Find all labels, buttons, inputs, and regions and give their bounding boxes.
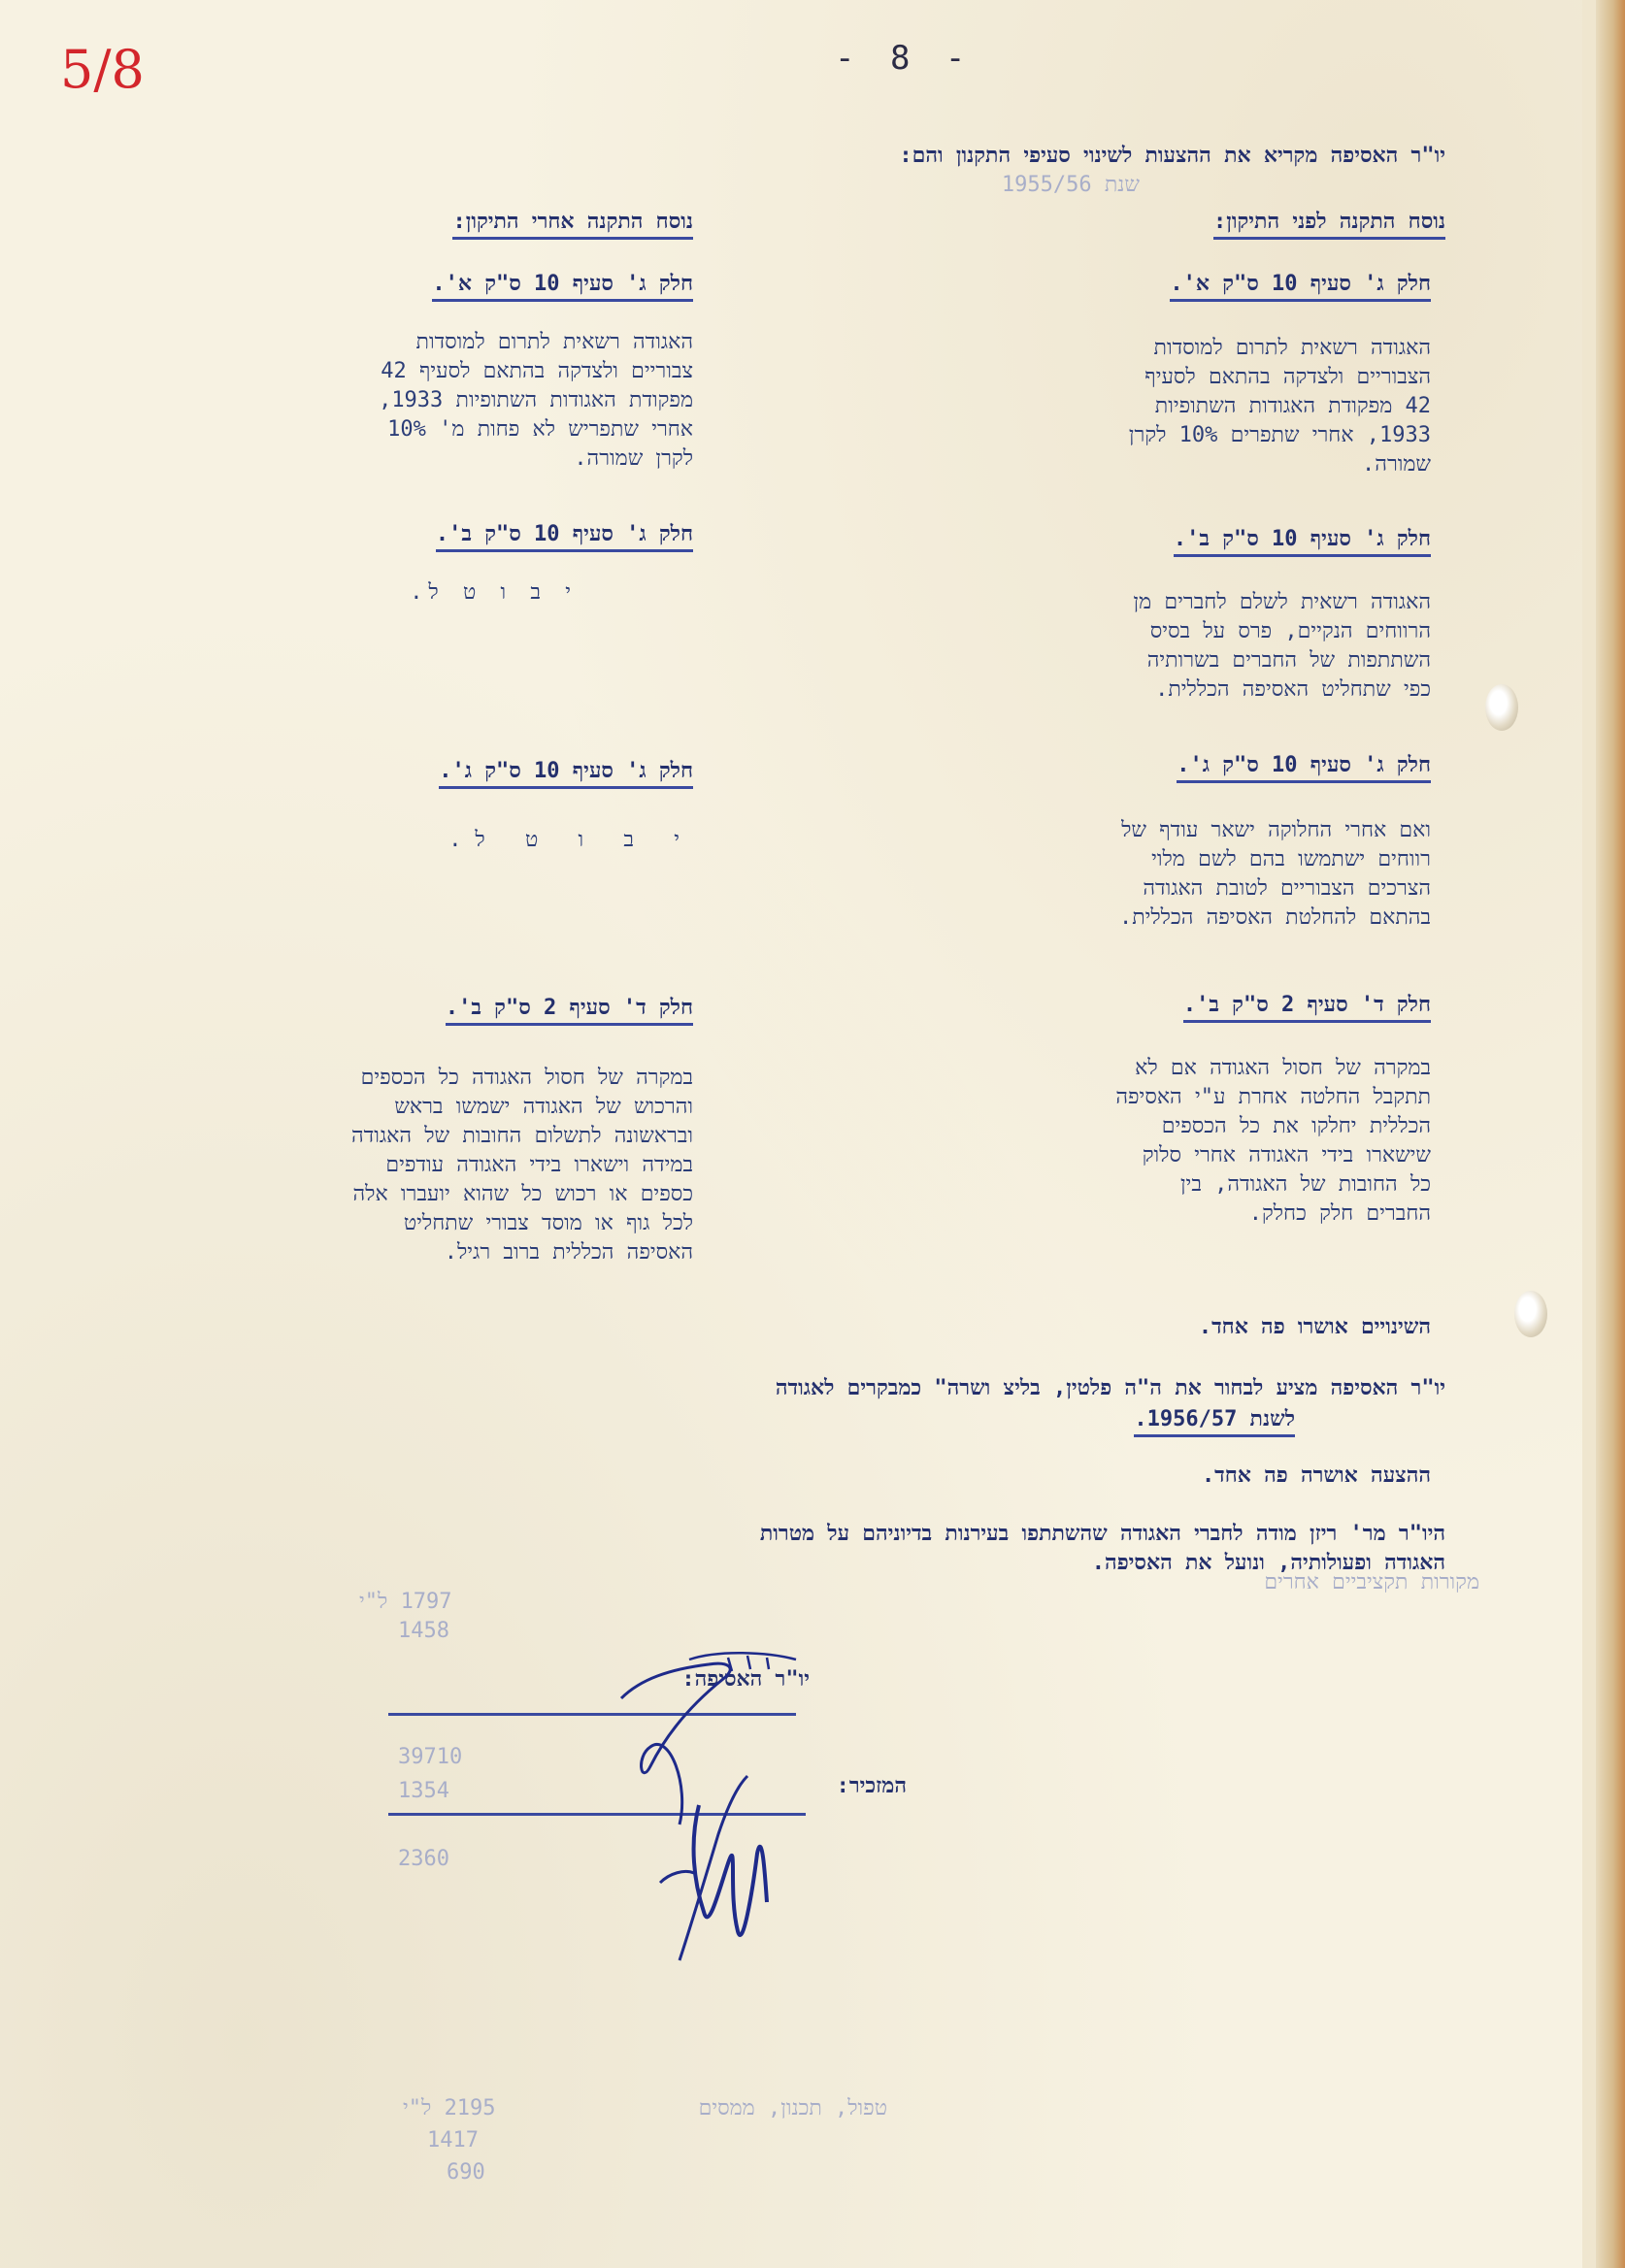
text-line: שמורה. xyxy=(1362,452,1431,477)
text-line: שישארו בידי האגודה אחרי סלוק xyxy=(1142,1143,1431,1167)
text-line: בהתאם להחלטת האסיפה הכללית. xyxy=(1118,905,1431,930)
bleed-text: 690 xyxy=(447,2160,485,2185)
text-line: החברים חלק כחלק. xyxy=(1248,1201,1431,1226)
header-before: נוסח התקנה לפני התיקון: xyxy=(1213,212,1445,240)
punch-hole xyxy=(1514,1291,1547,1337)
text-line: הצבוריים ולצדקה בהתאם לסעיף xyxy=(1144,365,1431,389)
resolution-line: יו"ר האסיפה מציע לבחור את ה"ה פלטין, בליצ ושרה" כמבקרים לאגודה xyxy=(775,1376,1445,1400)
chairman-label: יו"ר האסיפה: xyxy=(681,1667,810,1692)
text-line: במידה וישארו בידי האגודה עודפים xyxy=(385,1153,693,1177)
text-line: השתתפות של החברים בשרותיה xyxy=(1146,648,1431,673)
section-title-after: חלק ג' סעיף 10 ס"ק א'. xyxy=(432,274,693,302)
text-line: לקרן שמורה. xyxy=(574,446,693,471)
page-number: - 8 - xyxy=(835,39,974,78)
bleed-text: 2360 xyxy=(398,1847,449,1871)
text-line: הרווחים הנקיים, פרס על בסיס xyxy=(1149,619,1431,643)
paper-edge xyxy=(1582,0,1596,2268)
text-line: רווחים ישתמשו בהם לשם מלוי xyxy=(1151,847,1431,871)
bleed-text: 1797 ל"י xyxy=(359,1590,452,1614)
bleed-text: 2195 ל"י xyxy=(403,2096,496,2120)
text-line: האסיפה הכללית ברוב רגיל. xyxy=(444,1240,693,1265)
resolution-line: לשנת 1956/57. xyxy=(1134,1409,1295,1437)
paper-edge-stain xyxy=(1596,0,1625,2268)
bleed-text: 1458 xyxy=(398,1619,449,1643)
secretary-label: המזכיר: xyxy=(836,1774,907,1798)
resolution-line: האגודה ופעולותיה, ונועל את האסיפה. xyxy=(1091,1551,1445,1575)
text-line: והרכוש של האגודה ישמשו בראש xyxy=(394,1095,693,1119)
text-line: ואם אחרי החלוקה ישאר עודף של xyxy=(1121,818,1431,842)
text-line: צבוריים ולצדקה בהתאם לסעיף 42 xyxy=(381,359,693,383)
section-title-after: חלק ד' סעיף 2 ס"ק ב'. xyxy=(446,998,693,1026)
text-line: 1933, אחרי שתפרים 10% לקרן xyxy=(1128,423,1431,447)
section-title-after: חלק ג' סעיף 10 ס"ק ב'. xyxy=(436,524,693,552)
text-line: י ב ו ט ל. xyxy=(410,580,577,605)
resolution-line: היו"ר מר' ריזן מודה לחברי האגודה שהשתתפו בעירנות בדיוניהם על מטרות xyxy=(759,1522,1445,1546)
text-line: י ב ו ט ל. xyxy=(448,828,693,852)
text-line: כספים או רכוש כל שהוא יועברו אלה xyxy=(352,1182,693,1206)
text-line: אחרי שתפריש לא פחות מ' 10% xyxy=(387,417,693,442)
bleed-text: 1417 xyxy=(427,2128,479,2153)
text-line: מפקודת האגודות השתופיות 1933, xyxy=(379,388,693,412)
bleed-text: טפול, תכנון, ממסים xyxy=(698,2096,887,2120)
section-title-before: חלק ג' סעיף 10 ס"ק ב'. xyxy=(1174,529,1431,557)
intro-line: יו"ר האסיפה מקריא את ההצעות לשינוי סעיפי התקנון והם: xyxy=(899,144,1445,168)
section-title-before: חלק ג' סעיף 10 ס"ק ג'. xyxy=(1177,755,1431,783)
text-line: כפי שתחליט האסיפה הכללית. xyxy=(1155,677,1431,702)
text-line: האגודה רשאית לתרום למוסדות xyxy=(415,330,693,354)
header-after: נוסח התקנה אחרי התיקון: xyxy=(452,212,693,240)
resolution-line: ההצעה אושרה פה אחד. xyxy=(1201,1463,1431,1488)
text-line: לכל גוף או מוסד צבורי שתחליט xyxy=(403,1211,693,1235)
text-line: 42 מפקודת האגודות השתופיות xyxy=(1154,394,1431,418)
punch-hole xyxy=(1485,684,1518,731)
bleed-text: 1354 xyxy=(398,1779,449,1803)
bleed-text: שנת 1955/56 xyxy=(1001,173,1140,197)
section-title-after: חלק ג' סעיף 10 ס"ק ג'. xyxy=(439,761,693,789)
text-line: האגודה רשאית לשלם לחברים מן xyxy=(1133,590,1431,614)
resolution-line: השינויים אושרו פה אחד. xyxy=(1198,1315,1431,1339)
text-line: הצרכים הצבוריים לטובת האגודה xyxy=(1143,876,1431,901)
text-line: הכללית יחלקו את כל הכספים xyxy=(1161,1114,1431,1138)
handwritten-signature xyxy=(582,1640,835,2009)
bleed-text: מקורות תקציביים אחרים xyxy=(1264,1570,1479,1594)
text-line: האגודה רשאית לתרום למוסדות xyxy=(1153,336,1431,360)
bleed-text: 39710 xyxy=(398,1745,463,1769)
text-line: במקרה של חסול האגודה אם לא xyxy=(1135,1056,1431,1080)
text-line: כל החובות של האגודה, בין xyxy=(1179,1172,1431,1197)
section-title-before: חלק ד' סעיף 2 ס"ק ב'. xyxy=(1183,995,1431,1023)
text-line: ובראשונה לתשלום החובות של האגודה xyxy=(351,1124,693,1148)
text-line: תתקבל החלטה אחרת ע"י האסיפה xyxy=(1115,1085,1431,1109)
section-title-before: חלק ג' סעיף 10 ס"ק א'. xyxy=(1170,274,1431,302)
text-line: במקרה של חסול האגודה כל הכספים xyxy=(360,1066,693,1090)
page-label: 5/8 xyxy=(60,39,145,100)
